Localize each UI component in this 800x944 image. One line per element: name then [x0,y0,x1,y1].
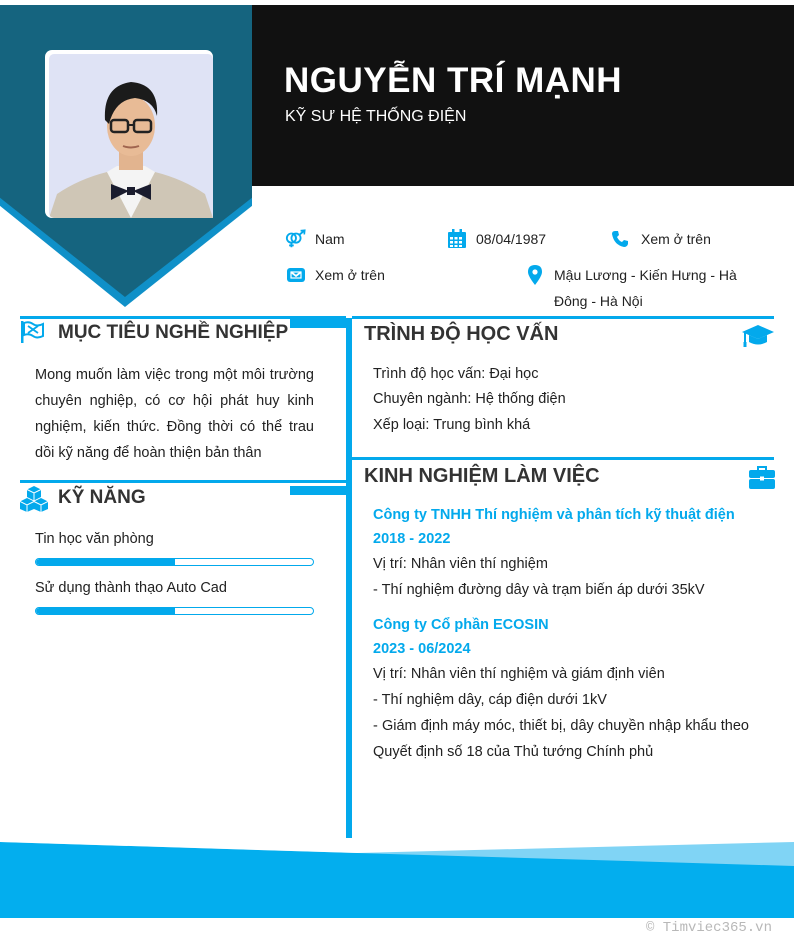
envelope-icon [285,265,307,285]
graduation-cap-icon [742,323,774,354]
candidate-name: NGUYỄN TRÍ MẠNH [284,61,623,100]
job-position: Vị trí: Nhân viên thí nghiệm và giám định viên [373,666,665,682]
education-heading: TRÌNH ĐỘ HỌC VẤN [364,323,559,345]
avatar-frame [45,50,213,218]
job-detail: - Giám định máy móc, thiết bị, dây chuyền nhập khẩu theo Quyết định số 18 của Thủ tướng Chính phủ [373,718,749,760]
objective-heading: MỤC TIÊU NGHỀ NGHIỆP [58,322,289,343]
candidate-job-title: KỸ SƯ HỆ THỐNG ĐIỆN [285,108,467,125]
objective-text: Mong muốn làm việc trong một môi trường chuyên nghiệp, có cơ hội phát huy kinh nghiệm, kiến thức. Đồng thời có thể trau dồi kỹ năng để hoàn thiện bản thân [35,367,314,461]
job-period: 2023 - 06/2024 [373,641,471,657]
address-line-1: Mậu Lương - Kiến Hưng - Hà [554,267,737,283]
education-grade: Xếp loại: Trung bình khá [373,417,531,433]
contact-phone [609,229,711,252]
briefcase-icon [749,466,775,495]
calendar-icon [446,229,468,249]
skill-level-fill [36,559,175,565]
skill-level-bar [35,558,314,566]
education-major: Chuyên ngành: Hệ thống điện [373,391,566,407]
skill-level-fill [36,608,175,614]
job-period: 2018 - 2022 [373,531,451,547]
experience-heading: KINH NGHIỆM LÀM VIỆC [364,465,600,487]
map-pin-icon [524,265,546,285]
birthday-value: 08/04/1987 [476,231,547,247]
flag-icon [21,321,45,348]
column-divider [346,318,352,854]
job-detail: - Thí nghiệm dây, cáp điện dưới 1kV [373,692,607,708]
address-value [554,262,737,314]
contact-email [285,265,385,288]
skill-name: Tin học văn phòng [35,531,154,547]
person-photo-illustration [49,54,213,218]
gender-icon [285,229,307,249]
job-detail: - Thí nghiệm đường dây và trạm biến áp dưới 35kV [373,582,705,598]
skills-heading: KỸ NĂNG [58,487,146,508]
skills-tab-bar [290,486,346,495]
contact-address [524,265,737,314]
header-banner [252,5,794,186]
phone-icon [609,229,631,249]
contact-gender [285,229,345,252]
education-level: Trình độ học vấn: Đại học [373,366,539,382]
skill-name: Sử dụng thành thạo Auto Cad [35,580,227,596]
job-company: Công ty Cổ phần ECOSIN [373,617,549,633]
job-position: Vị trí: Nhân viên thí nghiệm [373,556,548,572]
education-top-rule [352,316,774,319]
gender-value: Nam [315,231,345,247]
email-value: Xem ở trên [315,267,385,283]
phone-value: Xem ở trên [641,231,711,247]
avatar [49,54,213,218]
objective-tab-bar [290,319,346,328]
skills-top-rule [20,480,346,483]
job-company: Công ty TNHH Thí nghiệm và phân tích kỹ thuật điện [373,507,735,523]
contact-birthday [446,229,546,252]
address-line-2: Đông - Hà Nội [554,293,643,309]
experience-top-rule [352,457,774,460]
cubes-icon [20,486,48,517]
copyright-text: © Timviec365.vn [645,920,772,936]
skill-level-bar [35,607,314,615]
